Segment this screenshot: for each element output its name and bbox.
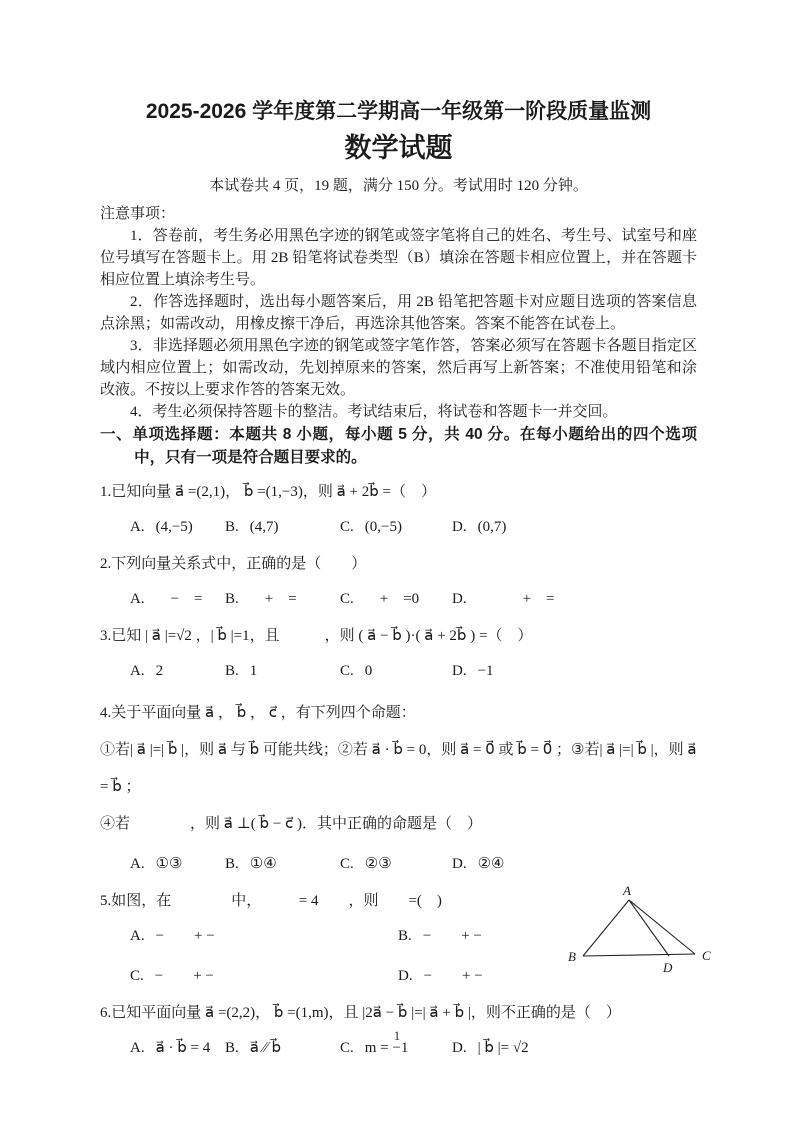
notice-label: 注意事项： [100, 206, 176, 222]
vertex-label-d: D [663, 960, 673, 975]
option-text: ①④ [249, 856, 277, 872]
option-c [340, 658, 452, 685]
option-d [452, 514, 697, 541]
triangle-figure [565, 882, 725, 977]
option-label: C. [130, 968, 144, 984]
option-label: C. [340, 856, 354, 872]
option-label: A. [130, 519, 145, 535]
option-label: C. [340, 1040, 354, 1056]
question-1 [100, 479, 697, 541]
option-text: 0 [364, 663, 373, 679]
notice-item-2: 2．作答选择题时，选出每小题答案后，用 2B 铅笔把答题卡对应题目选项的答案信息点涂黑；如需改动，用橡皮擦干净后，再选涂其他答案。答案不能答在试卷上。 [100, 294, 697, 332]
option-text: 1 [249, 663, 258, 679]
question-4 [100, 695, 697, 878]
question-2 [100, 551, 697, 613]
question-2-options [130, 586, 697, 613]
option-label: B. [225, 591, 239, 607]
option-text: m = −1 [364, 1040, 409, 1056]
option-c [130, 963, 398, 990]
option-a [130, 658, 225, 685]
option-text: a⃗ ∕∕ b⃗ [249, 1040, 281, 1056]
option-d [452, 658, 697, 685]
triangle-edge-bc [583, 954, 695, 956]
question-2-stem: 2.下列向量关系式中，正确的是（ ） [100, 556, 367, 572]
option-a [130, 851, 225, 878]
option-text: −1 [477, 663, 494, 679]
option-label: D. [398, 968, 413, 984]
option-text: − + − [423, 968, 483, 984]
option-c [340, 586, 452, 613]
option-label: C. [340, 519, 354, 535]
option-d [452, 851, 697, 878]
option-label: D. [452, 591, 467, 607]
option-text: ②④ [477, 856, 505, 872]
question-1-stem: 1.已知向量 a⃗ =(2,1)， b⃗ =(1,−3)，则 a⃗ + 2b⃗ =（ ） [100, 484, 436, 500]
option-b [225, 586, 340, 613]
option-text: 2 [155, 663, 164, 679]
notice-item-4: 4．考生必须保持答题卡的整洁。考试结束后，将试卷和答题卡一并交回。 [130, 404, 618, 420]
notice-block [100, 203, 697, 423]
option-label: A. [130, 591, 145, 607]
option-text: + = [477, 591, 555, 607]
option-text: (0,−5) [364, 519, 402, 535]
option-c [340, 514, 452, 541]
option-label: A. [130, 856, 145, 872]
question-5-stem: 5.如图，在 中， = 4 ，则 =( ) [100, 893, 442, 909]
question-3 [100, 623, 697, 685]
option-a [130, 586, 225, 613]
vertex-label-a: A [623, 883, 631, 898]
option-text: ①③ [155, 856, 183, 872]
option-text: + = [249, 591, 297, 607]
page-title: 2025-2026 学年度第二学期高一年级第一阶段质量监测 [145, 100, 652, 123]
option-label: C. [340, 591, 354, 607]
option-label: B. [398, 928, 412, 944]
option-text: − = [155, 591, 203, 607]
option-c [340, 851, 452, 878]
question-4-stem-line-1: 4.关于平面向量 a⃗ ， b⃗ ， c⃗ ，有下列四个命题： [100, 705, 416, 721]
question-6-stem: 6.已知平面向量 a⃗ =(2,2)， b⃗ =(1,m)，且 |2a⃗ − b⃗ |=| a⃗ + b⃗ |，则不正确的是（ ） [100, 1005, 621, 1021]
question-5 [100, 883, 711, 990]
option-b [225, 658, 340, 685]
option-text: (4,7) [249, 519, 279, 535]
option-b [225, 514, 340, 541]
option-text: (0,7) [477, 519, 507, 535]
vertex-label-b: B [568, 949, 576, 964]
option-d [452, 586, 697, 613]
question-3-options [130, 658, 697, 685]
option-label: B. [225, 1040, 239, 1056]
option-text: − + − [155, 928, 215, 944]
option-text: + =0 [364, 591, 420, 607]
option-text: (4,−5) [155, 519, 193, 535]
option-label: D. [452, 1040, 467, 1056]
question-4-stem-line-2: ①若| a⃗ |=| b⃗ |，则 a⃗ 与 b⃗ 可能共线；②若 a⃗ · b⃗ = 0，则 a⃗ = 0⃗ 或 b⃗ = 0⃗ ；③若| a⃗ |=| b⃗ |，则 a⃗ = b⃗ ； [100, 742, 697, 795]
exam-meta-line: 本试卷共 4 页，19 题，满分 150 分。考试用时 120 分钟。 [209, 178, 588, 194]
option-text: − + − [154, 968, 214, 984]
option-label: D. [452, 856, 467, 872]
option-text: | b⃗ |= √2 [477, 1040, 529, 1056]
option-label: A. [130, 663, 145, 679]
option-label: B. [225, 519, 239, 535]
option-a [130, 923, 398, 950]
option-label: A. [130, 1040, 145, 1056]
question-4-options [130, 851, 697, 878]
option-label: B. [225, 856, 239, 872]
page-number: 1 [393, 1028, 401, 1043]
option-label: B. [225, 663, 239, 679]
exam-subject-title: 数学试题 [344, 133, 453, 163]
option-text: a⃗ · b⃗ = 4 [155, 1040, 211, 1056]
question-3-stem: 3.已知 | a⃗ |=√2 ，| b⃗ |=1，且 ，则 ( a⃗ − b⃗ )·( a⃗ + 2b⃗ ) =（ ） [100, 628, 533, 644]
notice-item-3: 3．非选择题必须用黑色字迹的钢笔或签字笔作答，答案必须写在答题卡各题目指定区域内相应位置上；如需改动，先划掉原来的答案，然后再写上新答案；不准使用铅笔和涂改液。不按以上要求作答的答案无效。 [100, 338, 697, 398]
option-a [130, 514, 225, 541]
vertex-label-c: C [702, 948, 711, 963]
question-4-stem-line-3: ④若 ，则 a⃗ ⊥( b⃗ − c⃗ )．其中正确的命题是（ ） [100, 816, 483, 832]
notice-item-1: 1．答卷前，考生务必用黑色字迹的钢笔或签字笔将自己的姓名、考生号、试室号和座位号填写在答题卡上。用 2B 铅笔将试卷类型（B）填涂在答题卡相应位置上，并在答题卡相应位置上填涂考生号。 [100, 228, 697, 288]
option-label: D. [452, 519, 467, 535]
option-text: − + − [422, 928, 482, 944]
question-1-options [130, 514, 697, 541]
option-label: C. [340, 663, 354, 679]
option-label: A. [130, 928, 145, 944]
section-heading: 一、单项选择题：本题共 8 小题，每小题 5 分，共 40 分。在每小题给出的四个选项中，只有一项是符合题目要求的。 [100, 426, 697, 466]
triangle-svg [565, 882, 725, 977]
option-b [225, 851, 340, 878]
triangle-edge-ab [583, 900, 629, 956]
option-label: D. [452, 663, 467, 679]
option-text: ②③ [364, 856, 392, 872]
